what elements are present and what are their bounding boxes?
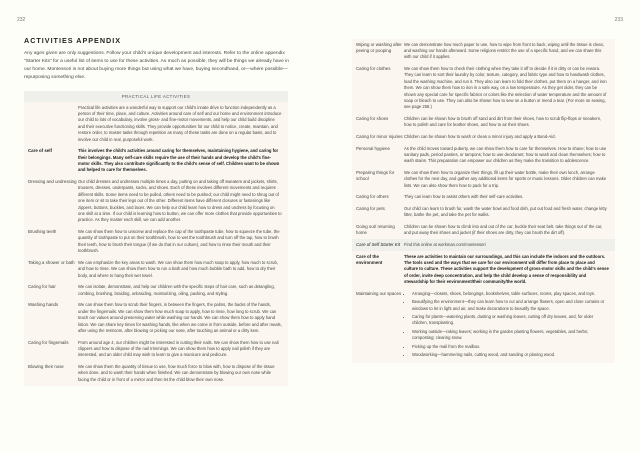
row-label: Caring for pets bbox=[356, 206, 385, 212]
row-text: We can demonstrate how much paper to use, how to wipe from front to back, wiping until the tissue is clean, and washing our hands afterward. Some religions restrict the use of a specific hand, and we can share this with our child if it applies. bbox=[404, 41, 605, 60]
table-row bbox=[352, 251, 615, 288]
row-text: As the child moves toward puberty, we can show them how to care for themselves. How to shave; how to use sanitary pads, period panties, or tampons; how to use deodorant; how to wash and clean themselves; how to wash stains. This preparation can empower our children as they make the transition to adolescence. bbox=[404, 145, 607, 164]
row-label: Personal hygiene bbox=[356, 145, 390, 151]
bullet-item: • Picking up the mail from the mailbox. bbox=[412, 344, 609, 350]
activities-table-continued bbox=[352, 39, 615, 363]
row-label: Care of the environment bbox=[356, 253, 383, 266]
right-page bbox=[320, 0, 640, 452]
table-row bbox=[24, 226, 288, 257]
table-row bbox=[352, 113, 615, 131]
table-row bbox=[352, 192, 615, 204]
row-label: Taking a shower or bath bbox=[28, 259, 75, 265]
bullet-item: • Caring for plants—watering plants, dusting or washing leaves, cutting off dry leaves, and, for older children, transplanting. bbox=[412, 314, 609, 327]
table-row bbox=[352, 239, 615, 251]
bullet-item: • Beautifying the environment—they can learn how to cut and arrange flowers, open and close curtains or windows to let in light and air, and make decorations to beautify the space. bbox=[412, 299, 609, 312]
row-label: Wiping or washing after peeing or pooping bbox=[356, 41, 402, 53]
table-row bbox=[352, 288, 615, 363]
row-text: We can isolate, demonstrate, and help our children with the specific steps of hair care, such as detangling, combing, brushing, braiding, unbraiding, moisturizing, oiling, packing, and styling. bbox=[78, 284, 275, 296]
row-label: Maintaining our spaces bbox=[356, 290, 402, 296]
page-number: 233 bbox=[614, 17, 623, 23]
row-text: We can show them how to unscrew and replace the cap of the toothpaste tube, how to squeeze the tube, the quantity of toothpaste to put on their toothbrush, how to wet the toothbrush and turn off the tap, how to brush their teeth, how to brush their tongue (if we do that in our culture), and how to rinse their mouth and their toothbrush. bbox=[78, 229, 280, 254]
row-label: Dressing and undressing bbox=[28, 179, 77, 185]
bullet-item: • Arranging—closets, shoes, belongings, bookshelves, table surfaces, rooms, play spaces, and toys. bbox=[412, 291, 609, 297]
row-text[interactable]: Find this online at workman.com/montessori bbox=[404, 242, 486, 248]
row-label: Brushing teeth bbox=[28, 229, 57, 235]
table-row bbox=[352, 143, 615, 167]
table-row bbox=[24, 176, 288, 226]
table-row bbox=[24, 146, 288, 177]
row-label: Caring for shoes bbox=[356, 116, 389, 122]
table-row bbox=[24, 102, 288, 146]
table-row bbox=[352, 203, 615, 221]
page-title: ACTIVITIES APPENDIX bbox=[24, 36, 122, 45]
row-label: Going out/ returning home bbox=[356, 224, 395, 236]
row-label: Washing hands bbox=[28, 302, 59, 308]
row-label: Care of Self Starter Kit bbox=[356, 242, 400, 248]
row-text: We can show them the quantity of tissue to use, how much force to blow with, how to dispose of the tissue when done, and to wash their hands when finished. We can demonstrate by blowing our own nose while facing the child or in front of a mirror and then let the child blow their own nose. bbox=[78, 363, 275, 382]
row-label bbox=[24, 105, 78, 143]
table-row bbox=[352, 131, 615, 143]
row-label: Caring for fingernails bbox=[28, 339, 69, 345]
row-label: Preparing things for school bbox=[356, 170, 395, 182]
row-label: Caring for clothes bbox=[356, 66, 391, 71]
table-row bbox=[24, 257, 288, 281]
activities-table bbox=[24, 91, 288, 386]
row-text: Our child can learn to brush fur, wash the water bowl and food dish, put out food and fresh water, change kitty litter, bathe the pet, and take the pet for walks. bbox=[404, 206, 607, 218]
row-text: Children can be shown how to wash or clean a minor injury and apply a Band-Aid. bbox=[404, 134, 556, 140]
table-row bbox=[24, 300, 288, 337]
row-text: Children can be shown how to brush off sand and dirt from their shoes, how to scrub flip-flops or sneakers, how to polish and care for leather shoes, and how to air their shoes. bbox=[404, 116, 602, 128]
bullet-item: • Working outside—raking leaves; working in the garden planting flowers, vegetables, and herbs; composting; clearing snow. bbox=[412, 329, 609, 342]
row-text: We can show them how to scrub their fingers, in between the fingers, the palms, the backs of the hands, under the fingernails. We can show them how much soap to apply, how to rinse, how long to scrub. We can teach our values around preserving water while washing our hands. We can show them how to apply hand lotion. We can share key times for washing hands, like when we come in from outside, before and after meals, after using the restroom, after blowing or picking our nose, after touching an animal or a dirty item. bbox=[78, 302, 282, 333]
row-label: Caring for minor injuries bbox=[356, 134, 403, 140]
row-text: We can emphasize the key areas to wash. We can show them how much soap to apply, how much to scrub, and how to rinse. We can show them how to run a bath and how much bubble bath to add, how to dry their body, and where to hang their wet towel. bbox=[78, 259, 278, 278]
table-header: PRACTICAL LIFE ACTIVITIES bbox=[24, 91, 288, 102]
table-row bbox=[352, 167, 615, 191]
row-text: Practical life activities are a wonderful way to support our child's innate drive to function independently as a person of their time, place, and culture. Activities around care of self and our home and environment introduce our child to lots of vocabulary, involve gross- and fine-motor movements, and help our child build discipline and their executive functioning skills. They provide opportunities for our child to notice, create, maintain, and restore order, to master tasks through repetition as many of these tasks are done on a regular basis, and to involve our child in real, purposeful work. bbox=[78, 104, 282, 142]
page-number: 232 bbox=[17, 17, 26, 23]
bullet-item: • Woodworking—hammering nails, cutting wood, and sanding or planing wood. bbox=[412, 352, 609, 358]
row-text: We can show them how to organize their things, fill up their water bottle, make their own lunch, arrange clothes for the next day, and gather any additional items for sports or music lessons. Older children can make lists. We can also show them how to pack for a trip. bbox=[404, 170, 607, 188]
row-label: Care of self bbox=[28, 148, 52, 154]
row-label: Blowing their nose bbox=[28, 363, 64, 369]
row-label: Caring for hair bbox=[28, 284, 56, 290]
row-text: From around age 4, our children might be interested in cutting their nails. We can show them how to use nail clippers and how to dispose of the nail trimmings. We can show them how to apply nail polish if they are interested, and an older child may wish to learn to give a manicure and pedicure. bbox=[78, 339, 279, 358]
table-row bbox=[24, 337, 288, 361]
table-row bbox=[352, 221, 615, 239]
table-row bbox=[352, 63, 615, 113]
row-text: Children can be shown how to climb into and out of the car, buckle their seat belt, take things out of the car, and put away their shoes and jacket (if their shoes are dirty, they can brush the dirt off). bbox=[404, 224, 603, 236]
row-label: Caring for others bbox=[356, 194, 389, 200]
bullet-list bbox=[404, 291, 609, 359]
table-row bbox=[352, 39, 615, 63]
row-text: These are activities to maintain our surroundings, and this can include the indoors and the outdoors. The tools used and the ways that we care for our environment will differ from place to place and culture to culture. These activities support the development of gross-motor skills and the child's sense of order, invite deep concentration, and help the child develop a sense of responsibility and stewardship for their environment/their community/the world. bbox=[404, 253, 609, 285]
row-text: We can show them how to check their clothing when they take it off to decide if it is dirty or can be rewora. They can learn to sort their laundry by color, texture, category, and fabric type and how to handwash clothes, load the washing machine, and run it. They also can learn to fold their clothes, put them on a hanger, and iron them. We can show them how to iron in a safe way, on a low temperature. As they get older, they can be shown any special care for specific fabrics or colors like the selection of water temperature and the amount of soap or bleach to use. They can also be shown how to sew on a button or mend a tear. (For more on sewing, see page 258.) bbox=[404, 66, 607, 110]
row-text: They can learn how to assist others with their self-care activities. bbox=[404, 194, 524, 200]
row-text: Our child dresses and undresses multiple times a day, putting on and taking off sweaters and jackets, shirts, trousers, dresses, underpants, socks, and shoes. Each of these involves different movements and requires different skills. Some items need to be pulled, others need to be pushed; our child might need to shrug out of one item or sit to take their legs out of the other. Different items have different closures or fastenings like zippers, buttons, buckles, and laces. We can help our child learn how to dress and undress by focusing on one skill at a time. If our child is learning how to button, we can offer more clothes that provide opportunities to practice. As they master each skill, we can add another. bbox=[78, 179, 282, 223]
table-row bbox=[24, 282, 288, 300]
row-text: This involves the child's activities around caring for themselves, maintaining hygiene, and caring for their belongings. Many self-care skills require the use of their hands and develop the child's fine-motor skills. They also contribute significantly to the child's sense of self. Children want to be shown and helped to care for themselves. bbox=[78, 148, 280, 173]
table-row bbox=[24, 361, 288, 385]
intro-paragraph: Any ages given are only suggestions. Follow your child's unique development and interests. Refer to the online appendix "Starter Kits" for a useful list of items to use for these activities. As much as possible, they will be things we already have in our home. Montessori is not about buying more things but using what we have, buying secondhand, or—where possible—repurposing something else. bbox=[24, 51, 289, 80]
